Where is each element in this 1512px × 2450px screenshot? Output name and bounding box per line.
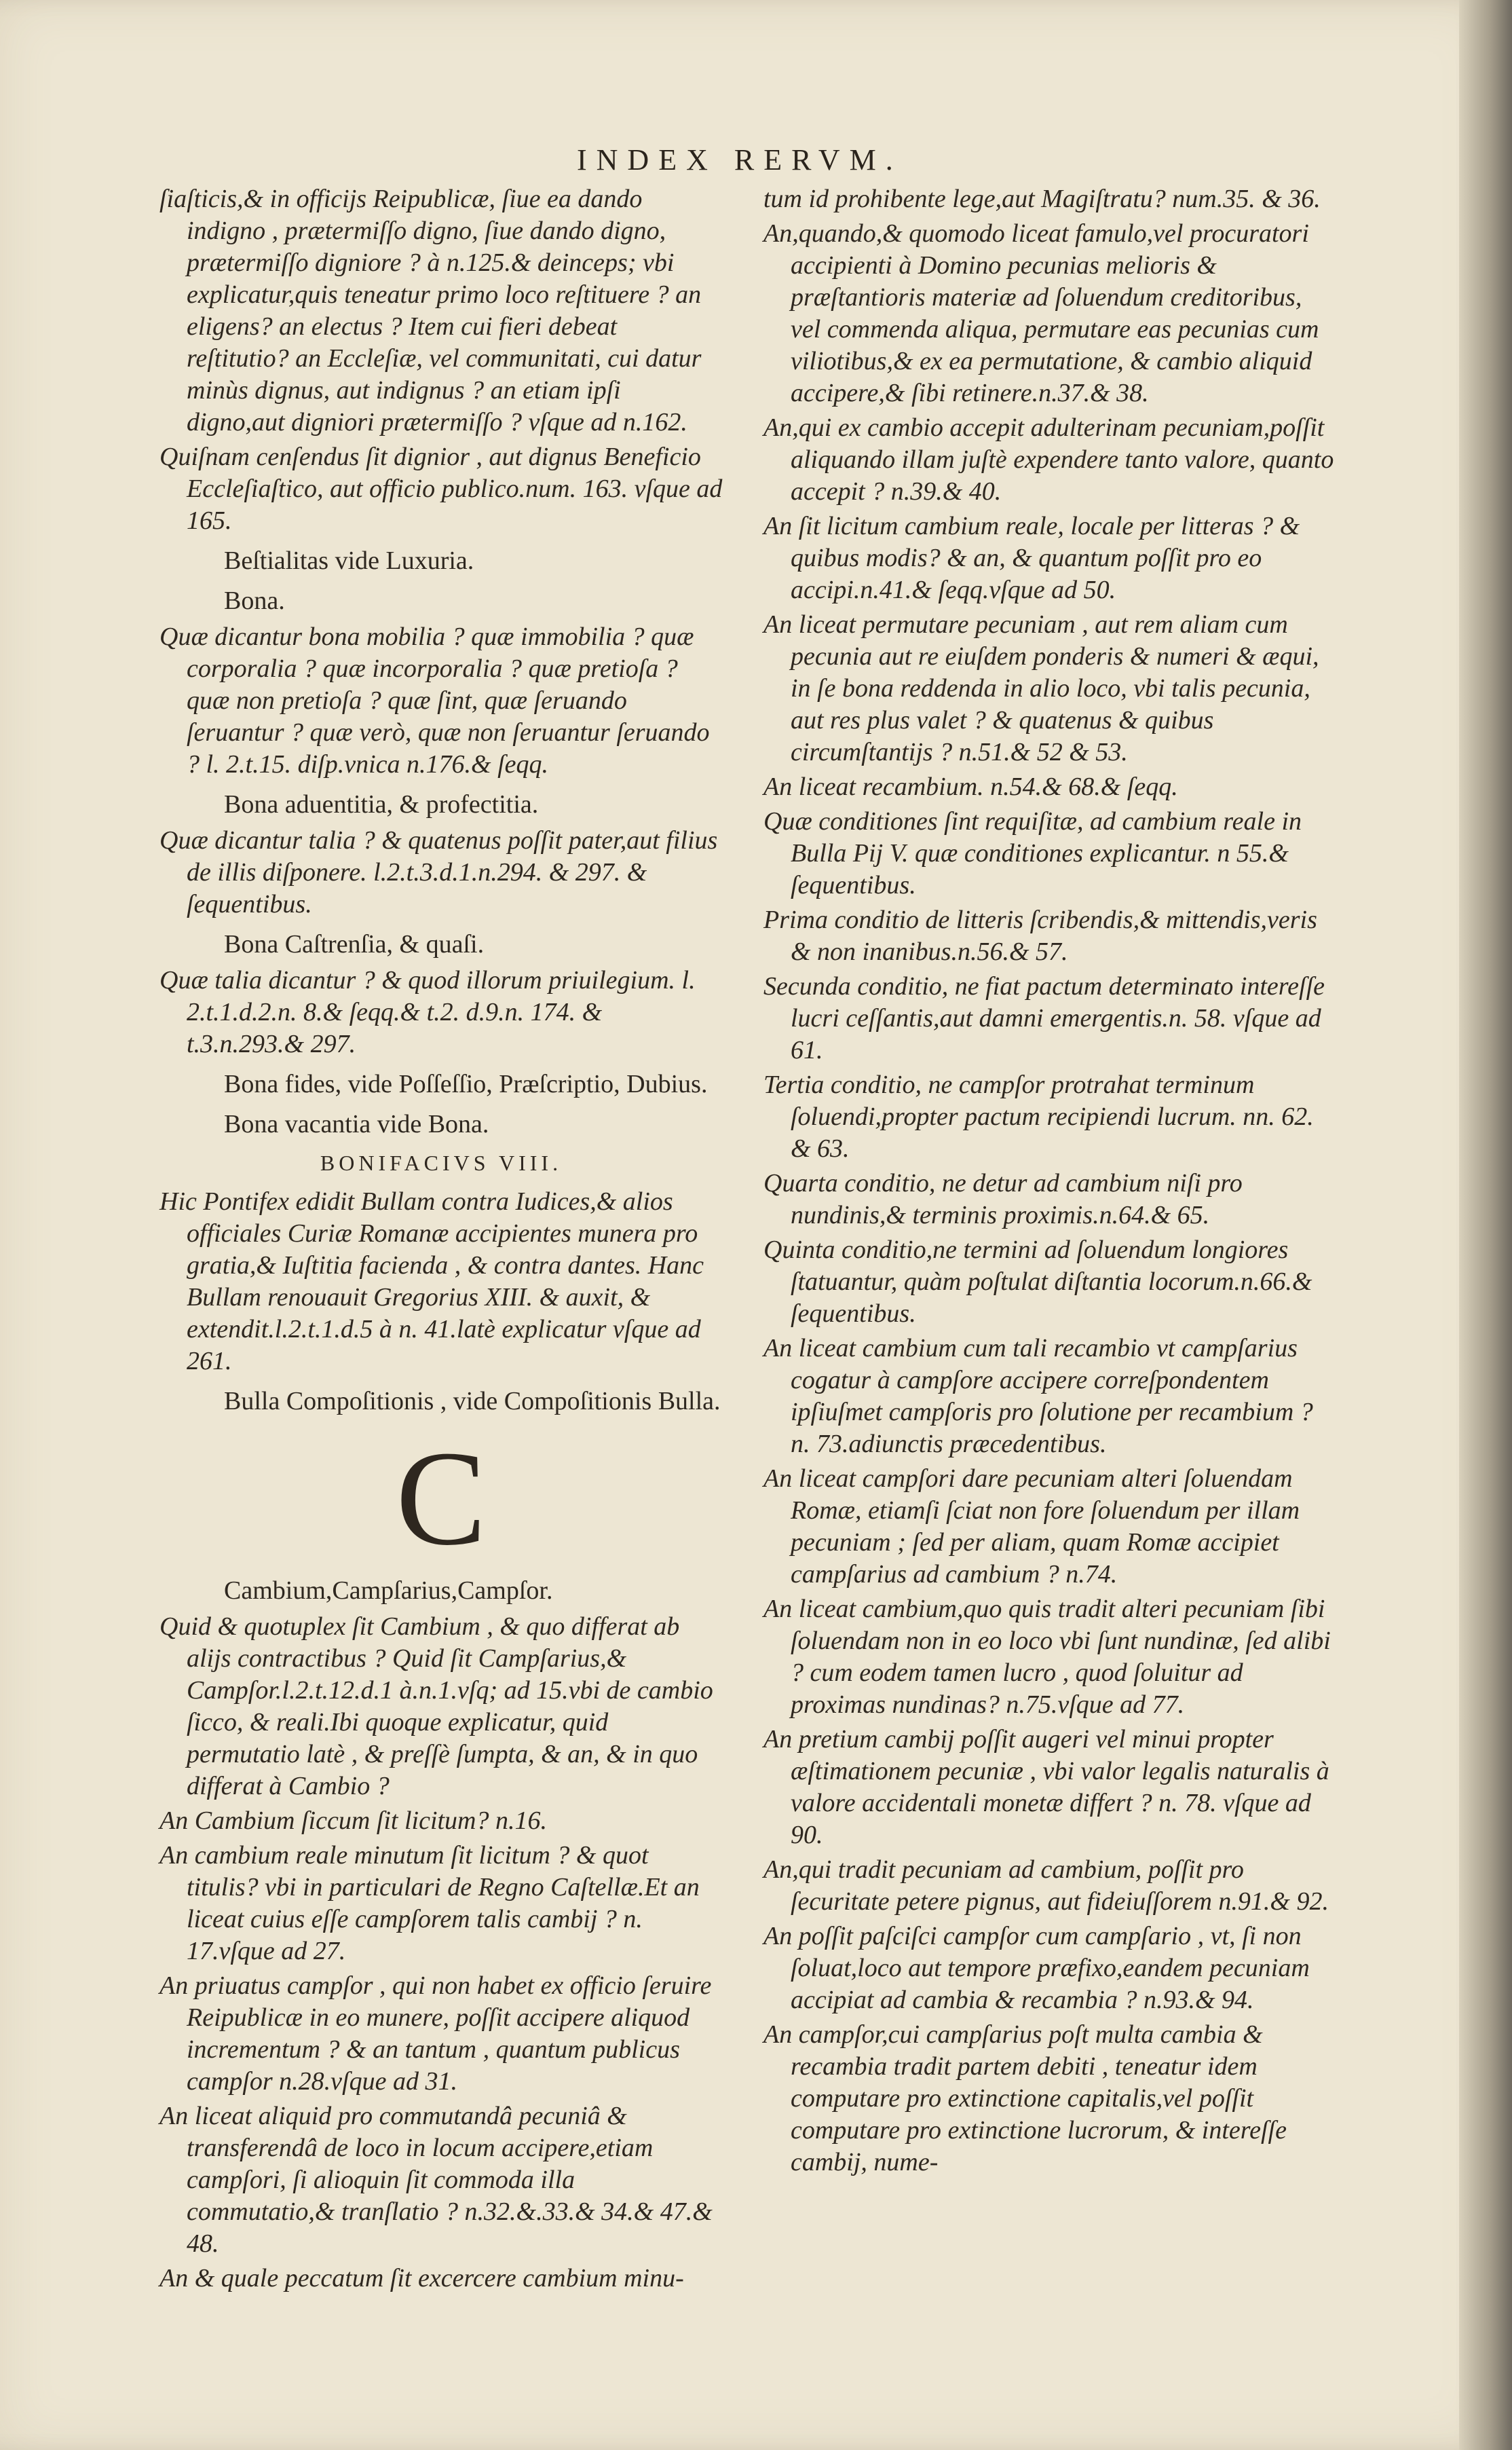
index-entry: Quiſnam cenſendus ſit dignior , aut dignus Beneficio Eccleſiaſtico, aut officio publico.num. 163. vſque ad 165. (159, 443, 729, 535)
running-header: INDEX RERVM. (577, 143, 903, 177)
index-entry: An,qui ex cambio accepit adulterinam pecuniam,poſſit aliquando illam juſtè expendere tanto valore, quanto accepit ? n.39.& 40. (763, 413, 1340, 506)
index-entry: tum id prohibente lege,aut Magiſtratu? num.35. & 36. (763, 185, 1321, 213)
index-heading: Bulla Compoſitionis , vide Compoſitionis Bulla. (224, 1387, 721, 1415)
left-column (159, 183, 729, 2297)
index-heading: Cambium,Campſarius,Campſor. (224, 1576, 553, 1605)
index-entry: An & quale peccatum ſit excercere cambium minu- (159, 2264, 684, 2293)
index-entry: An priuatus campſor , qui non habet ex officio ſeruire Reipublicæ in eo munere, poſſit accipere aliquod incrementum ? & an tantum , quantum publicus campſor n.28.vſque ad 31. (159, 1971, 718, 2096)
index-heading: Bona aduentitia, & profectitia. (224, 790, 539, 819)
index-entry: Quæ conditiones ſint requiſitæ, ad cambium reale in Bulla Pij V. quæ conditiones explicantur. n 55.& ſequentibus. (763, 807, 1308, 899)
index-entry: Quæ dicantur talia ? & quatenus poſſit pater,aut filius de illis diſponere. l.2.t.3.d.1.n.294. & 297. & ſequentibus. (159, 826, 724, 918)
index-heading: Bona vacantia vide Bona. (224, 1110, 489, 1138)
index-entry: Quæ dicantur bona mobilia ? quæ immobilia ? quæ corporalia ? quæ incorporalia ? quæ pretioſa ? quæ non pretioſa ? quæ ſint, quæ ſeruando ſeruantur ? quæ verò, quæ non ſeruantur ſeruando ? l. 2.t.15. diſp.vnica n.176.& ſeqq. (159, 623, 717, 779)
index-entry: An liceat campſori dare pecuniam alteri ſoluendam Romæ, etiamſi ſciat non fore ſoluendum per illam pecuniam ; ſed per aliam, quam Romæ accipiet campſarius ad cambium ? n.74. (763, 1464, 1306, 1589)
index-entry: Tertia conditio, ne campſor protrahat terminum ſoluendi,propter pactum recipiendi lucrum. nn. 62. & 63. (763, 1071, 1321, 1163)
index-entry: Quarta conditio, ne detur ad cambium niſi pro nundinis,& terminis proximis.n.64.& 65. (763, 1169, 1249, 1229)
index-entry: An poſſit paſciſci campſor cum campſario , vt, ſi non ſoluat,loco aut tempore præfixo,eandem pecuniam accipiat ad cambia & recambia ? n.93.& 94. (763, 1922, 1317, 2014)
index-heading: Bona. (224, 587, 285, 615)
index-entry: Quid & quotuplex ſit Cambium , & quo differat ab alijs contractibus ? Quid ſit Campſarius,& Campſor.l.2.t.12.d.1 à.n.1.vſq; ad 15.vbi de cambio ſicco, & reali.Ibi quoque explicatur, quid permutatio latè , & preſſè ſumpta, & an, & in quo differat à Cambio ? (159, 1612, 720, 1800)
index-entry: An pretium cambij poſſit augeri vel minui propter æſtimationem pecuniæ , vbi valor legalis naturalis à valore accidentali monetæ differt ? n. 78. vſque ad 90. (763, 1725, 1336, 1849)
index-entry: An liceat aliquid pro commutandâ pecuniâ & transferendâ de loco in locum accipere,etiam campſori, ſi alioquin ſit commoda illa commutatio,& tranſlatio ? n.32.&.33.& 34.& 47.& 48. (159, 2102, 719, 2258)
index-heading: Bona Caſtrenſia, & quaſi. (224, 930, 485, 959)
index-entry: An liceat cambium,quo quis tradit alteri pecuniam ſibi ſoluendam non in eo loco vbi ſunt nundinæ, ſed alibi ? cum eodem tamen lucro , quod ſoluitur ad proximas nundinas? n.75.vſque ad 77. (763, 1595, 1338, 1719)
index-entry: Hic Pontifex edidit Bullam contra Iudices,& alios officiales Curiæ Romanæ accipientes munera pro gratia,& Iuſtitia facienda , & contra dantes. Hanc Bullam renouauit Gregorius XIII. & auxit, & extendit.l.2.t.1.d.5 à n. 41.latè explicatur vſque ad 261. (159, 1187, 711, 1375)
index-entry: Prima conditio de litteris ſcribendis,& mittendis,veris & non inanibus.n.56.& 57. (763, 906, 1324, 966)
index-entry: An,quando,& quomodo liceat famulo,vel procuratori accipienti à Domino pecunias melioris & præſtantioris materiæ ad ſoluendum creditoribus, vel commenda aliqua, permutare eas pecunias cum viliotibus,& ex ea permutatione, & cambio aliquid accipere,& ſibi retinere.n.37.& 38. (763, 219, 1325, 407)
index-entry: An campſor,cui campſarius poſt multa cambia & recambia tradit partem debiti , teneatur idem computare pro extinctione capitalis,vel poſſit computare pro extinctione lucrorum, & intereſſe cambij, nume- (763, 2020, 1293, 2176)
page-edge (1459, 0, 1512, 2450)
index-entry: ſiaſticis,& in officijs Reipublicæ, ſiue ea dando indigno , prætermiſſo digno, ſiue dando digno, prætermiſſo digniore ? à n.125.& deinceps; vbi explicatur,quis teneatur primo loco reſtituere ? an eligens? an electus ? Item cui fieri debeat reſtitutio? an Eccleſiæ, vel communitati, cui datur minùs dignus, aut indignus ? an etiam ipſi digno,aut digniori prætermiſſo ? vſque ad n.162. (159, 185, 708, 437)
index-heading: BONIFACIVS VIII. (320, 1151, 563, 1175)
index-entry: An ſit licitum cambium reale, locale per litteras ? & quibus modis? & an, & quantum poſſit pro eo accipi.n.41.& ſeqq.vſque ad 50. (763, 512, 1306, 604)
index-entry: An liceat cambium cum tali recambio vt campſarius cogatur à campſore accipere correſpondentem ipſiuſmet campſoris pro ſolutione per recambium ? n. 73.adiunctis præcedentibus. (763, 1334, 1320, 1458)
index-heading: Beſtialitas vide Luxuria. (224, 546, 474, 575)
section-letter: C (396, 1424, 487, 1574)
index-entry: An liceat permutare pecuniam , aut rem aliam cum pecunia aut re eiuſdem ponderis & numeri & æqui, in ſe bona reddenda in alio loco, vbi talis pecunia, aut res plus valet ? & quatenus & quibus circumſtantijs ? n.51.& 52 & 53. (763, 610, 1326, 766)
index-entry: An cambium reale minutum ſit licitum ? & quot titulis? vbi in particulari de Regno Caſtellæ.Et an liceat cuius eſſe campſorem talis cambij ? n. 17.vſque ad 27. (159, 1841, 706, 1965)
index-heading: Bona fides, vide Poſſeſſio, Præſcriptio, Dubius. (224, 1070, 708, 1098)
index-entry: An Cambium ſiccum ſit licitum? n.16. (159, 1806, 548, 1835)
right-column (763, 183, 1340, 2181)
index-entry: An,qui tradit pecuniam ad cambium, poſſit pro ſecuritate petere pignus, aut fideiuſſorem n.91.& 92. (763, 1855, 1329, 1916)
index-entry: Secunda conditio, ne fiat pactum determinato intereſſe lucri ceſſantis,aut damni emergentis.n. 58. vſque ad 61. (763, 972, 1331, 1064)
index-entry: An liceat recambium. n.54.& 68.& ſeqq. (763, 773, 1178, 801)
index-entry: Quæ talia dicantur ? & quod illorum priuilegium. l. 2.t.1.d.2.n. 8.& ſeqq.& t.2. d.9.n. 174. & t.3.n.293.& 297. (159, 966, 702, 1058)
index-entry: Quinta conditio,ne termini ad ſoluendum longiores ſtatuantur, quàm poſtulat diſtantia locorum.n.66.& ſequentibus. (763, 1236, 1319, 1328)
